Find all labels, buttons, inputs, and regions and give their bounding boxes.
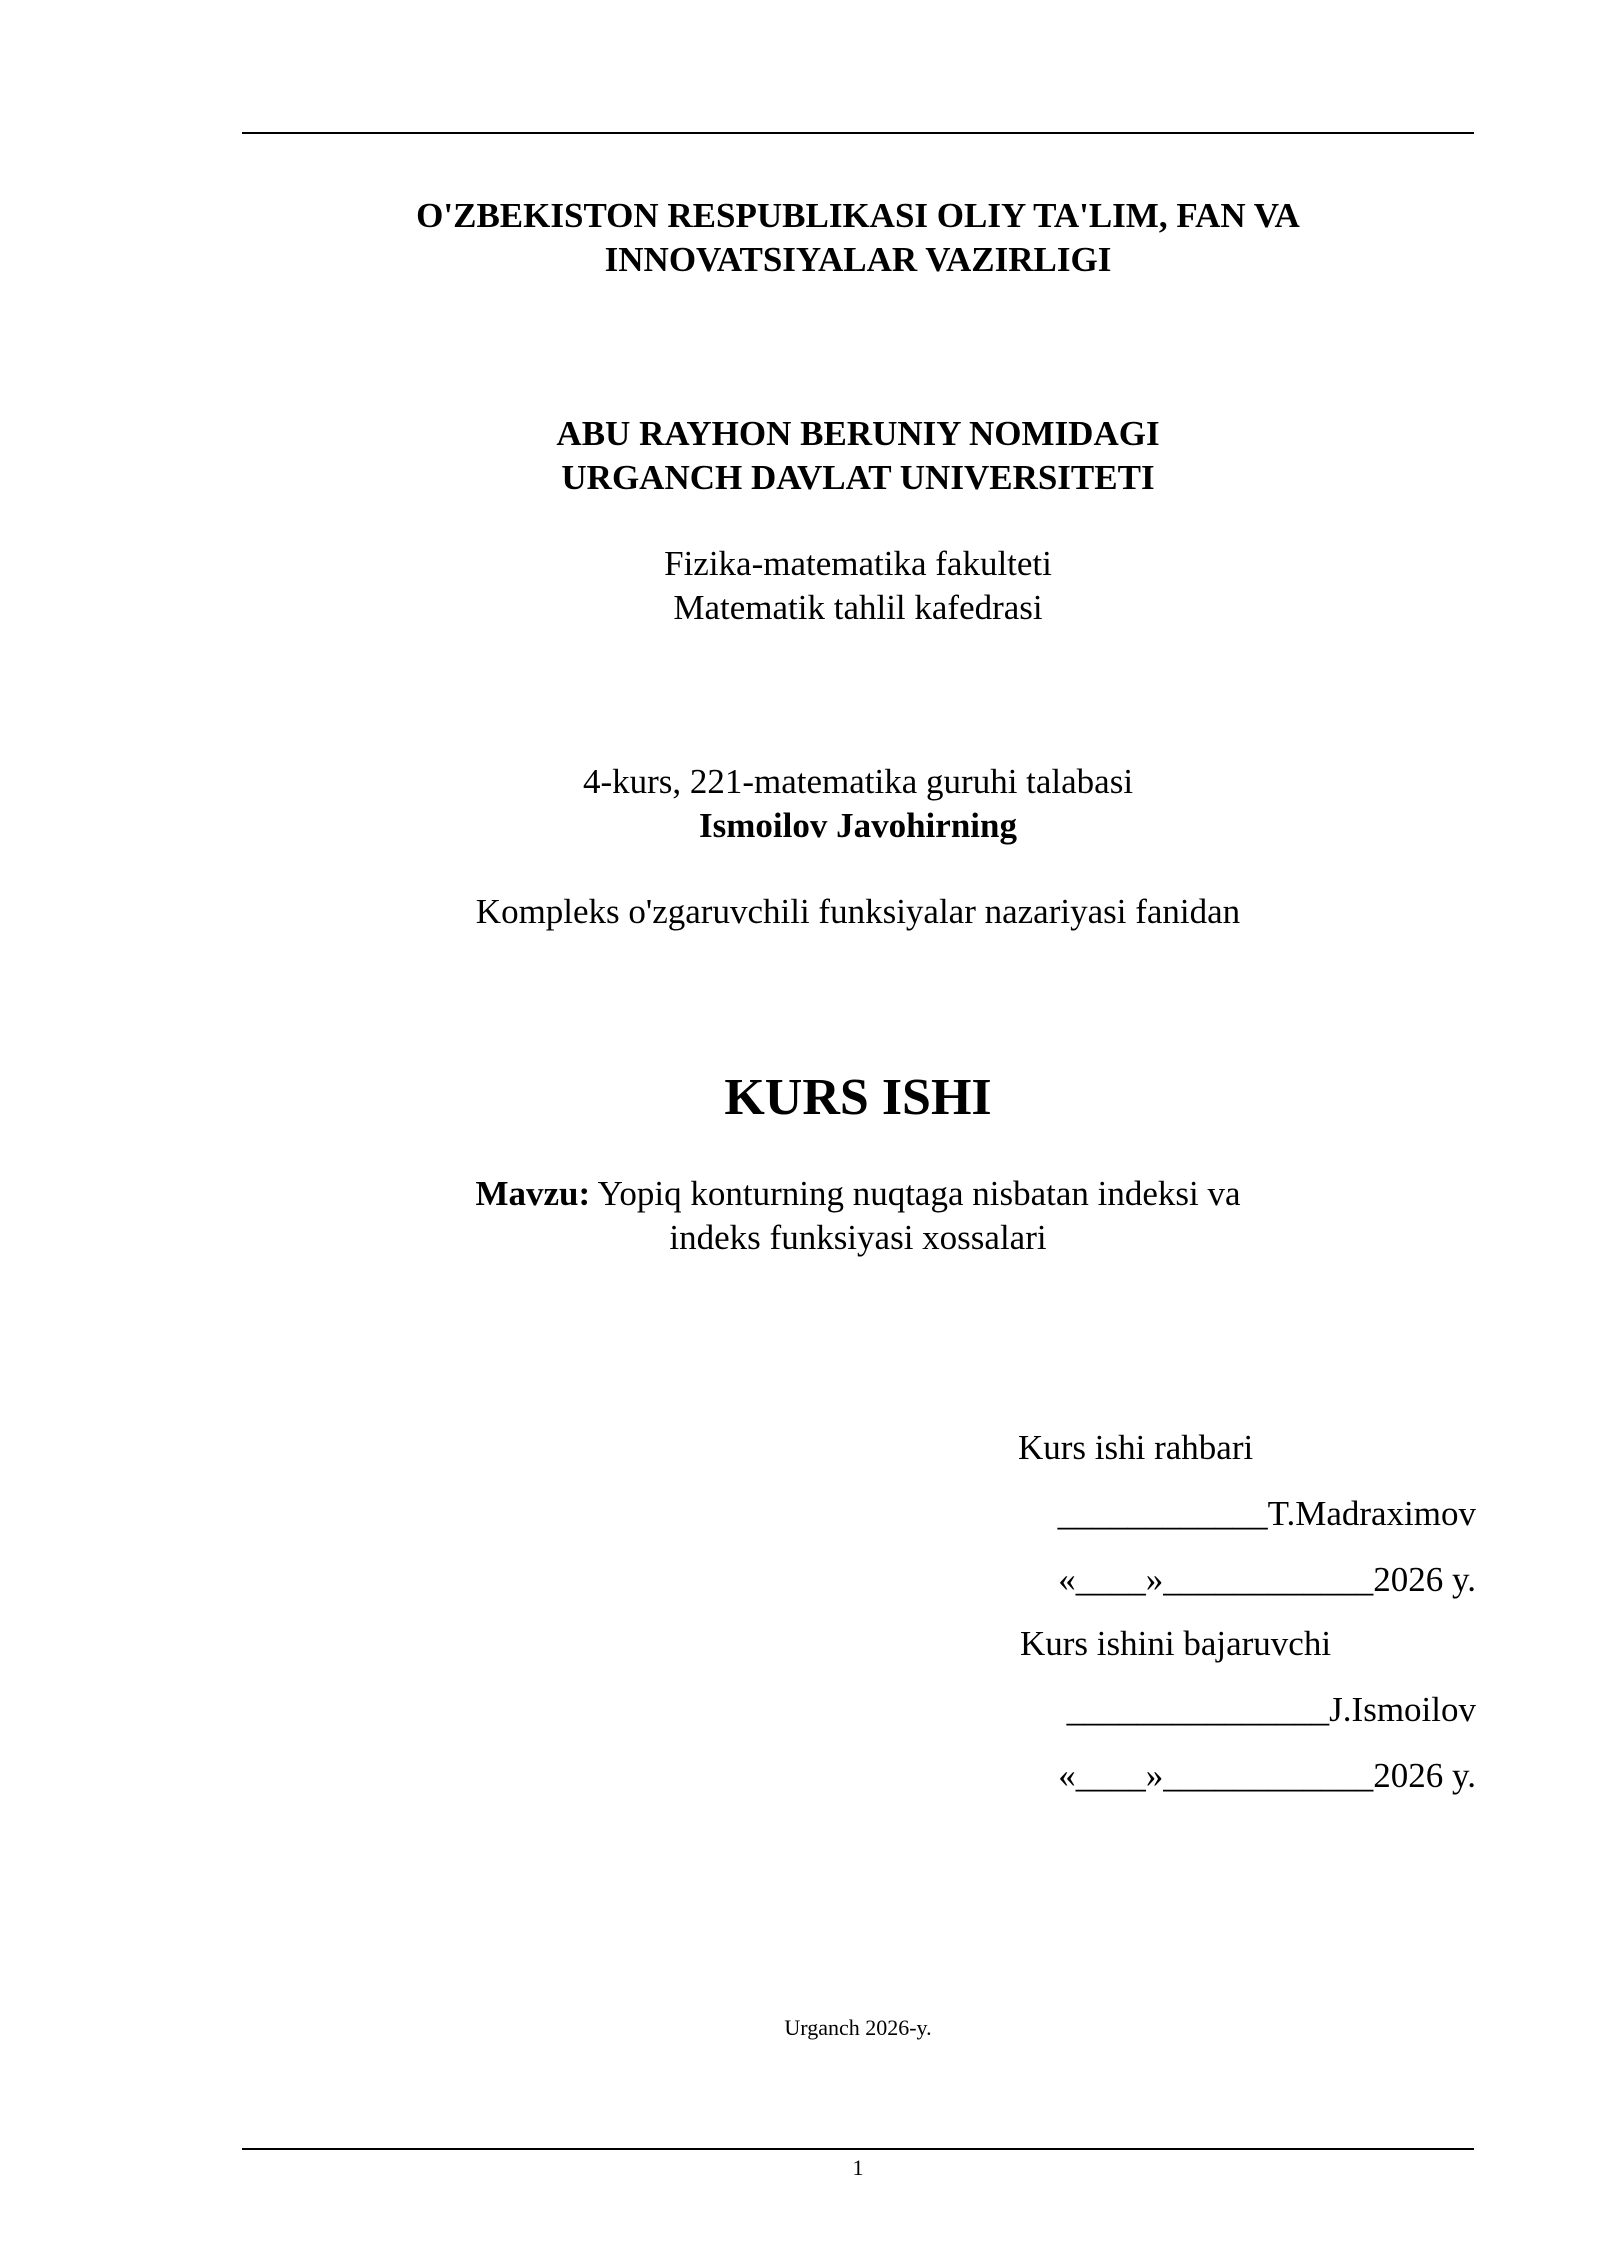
document-title: KURS ISHI bbox=[724, 1069, 992, 1126]
department-name: Matematik tahlil kafedrasi bbox=[673, 588, 1043, 627]
topic-block bbox=[242, 1172, 1474, 1260]
signature-block bbox=[1010, 1428, 1476, 1808]
topic-label: Mavzu: bbox=[475, 1174, 591, 1213]
supervisor-title: Kurs ishi rahbari bbox=[1018, 1428, 1254, 1467]
page-number-block bbox=[242, 2154, 1474, 2182]
student-name: Ismoilov Javohirning bbox=[699, 806, 1017, 845]
ministry-header bbox=[242, 194, 1474, 282]
topic-text-1: Yopiq konturning nuqtaga nisbatan indeksi va bbox=[590, 1174, 1241, 1213]
university-line-2: URGANCH DAVLAT UNIVERSITETI bbox=[561, 458, 1155, 497]
faculty-block bbox=[242, 542, 1474, 630]
topic-line-1 bbox=[242, 1172, 1474, 1216]
performer-signature: _______________J.Ismoilov bbox=[1066, 1690, 1476, 1729]
performer-date: «____»____________2026 y. bbox=[1058, 1756, 1476, 1795]
supervisor-date: «____»____________2026 y. bbox=[1058, 1560, 1476, 1599]
student-group: 4-kurs, 221-matematika guruhi talabasi bbox=[582, 762, 1134, 801]
performer-title: Kurs ishini bajaruvchi bbox=[1020, 1624, 1332, 1663]
university-header bbox=[242, 412, 1474, 500]
top-rule bbox=[242, 132, 1474, 134]
student-block bbox=[242, 760, 1474, 848]
ministry-line-2: INNOVATSIYALAR VAZIRLIGI bbox=[604, 240, 1112, 279]
subject-line: Kompleks o'zgaruvchili funksiyalar nazariyasi fanidan bbox=[475, 892, 1241, 931]
page-number: 1 bbox=[852, 2155, 864, 2180]
topic-line-2: indeks funksiyasi xossalari bbox=[669, 1218, 1047, 1257]
subject-block bbox=[242, 890, 1474, 934]
university-line-1: ABU RAYHON BERUNIY NOMIDAGI bbox=[556, 414, 1160, 453]
place-year: Urganch 2026-y. bbox=[784, 2015, 932, 2040]
ministry-line-1: O'ZBEKISTON RESPUBLIKASI OLIY TA'LIM, FAN VA bbox=[416, 196, 1300, 235]
place-year-block bbox=[242, 2014, 1474, 2042]
supervisor-signature: ____________T.Madraximov bbox=[1057, 1494, 1476, 1533]
faculty-name: Fizika-matematika fakulteti bbox=[664, 544, 1052, 583]
bottom-rule bbox=[242, 2148, 1474, 2150]
document-title-block bbox=[242, 1068, 1474, 1128]
